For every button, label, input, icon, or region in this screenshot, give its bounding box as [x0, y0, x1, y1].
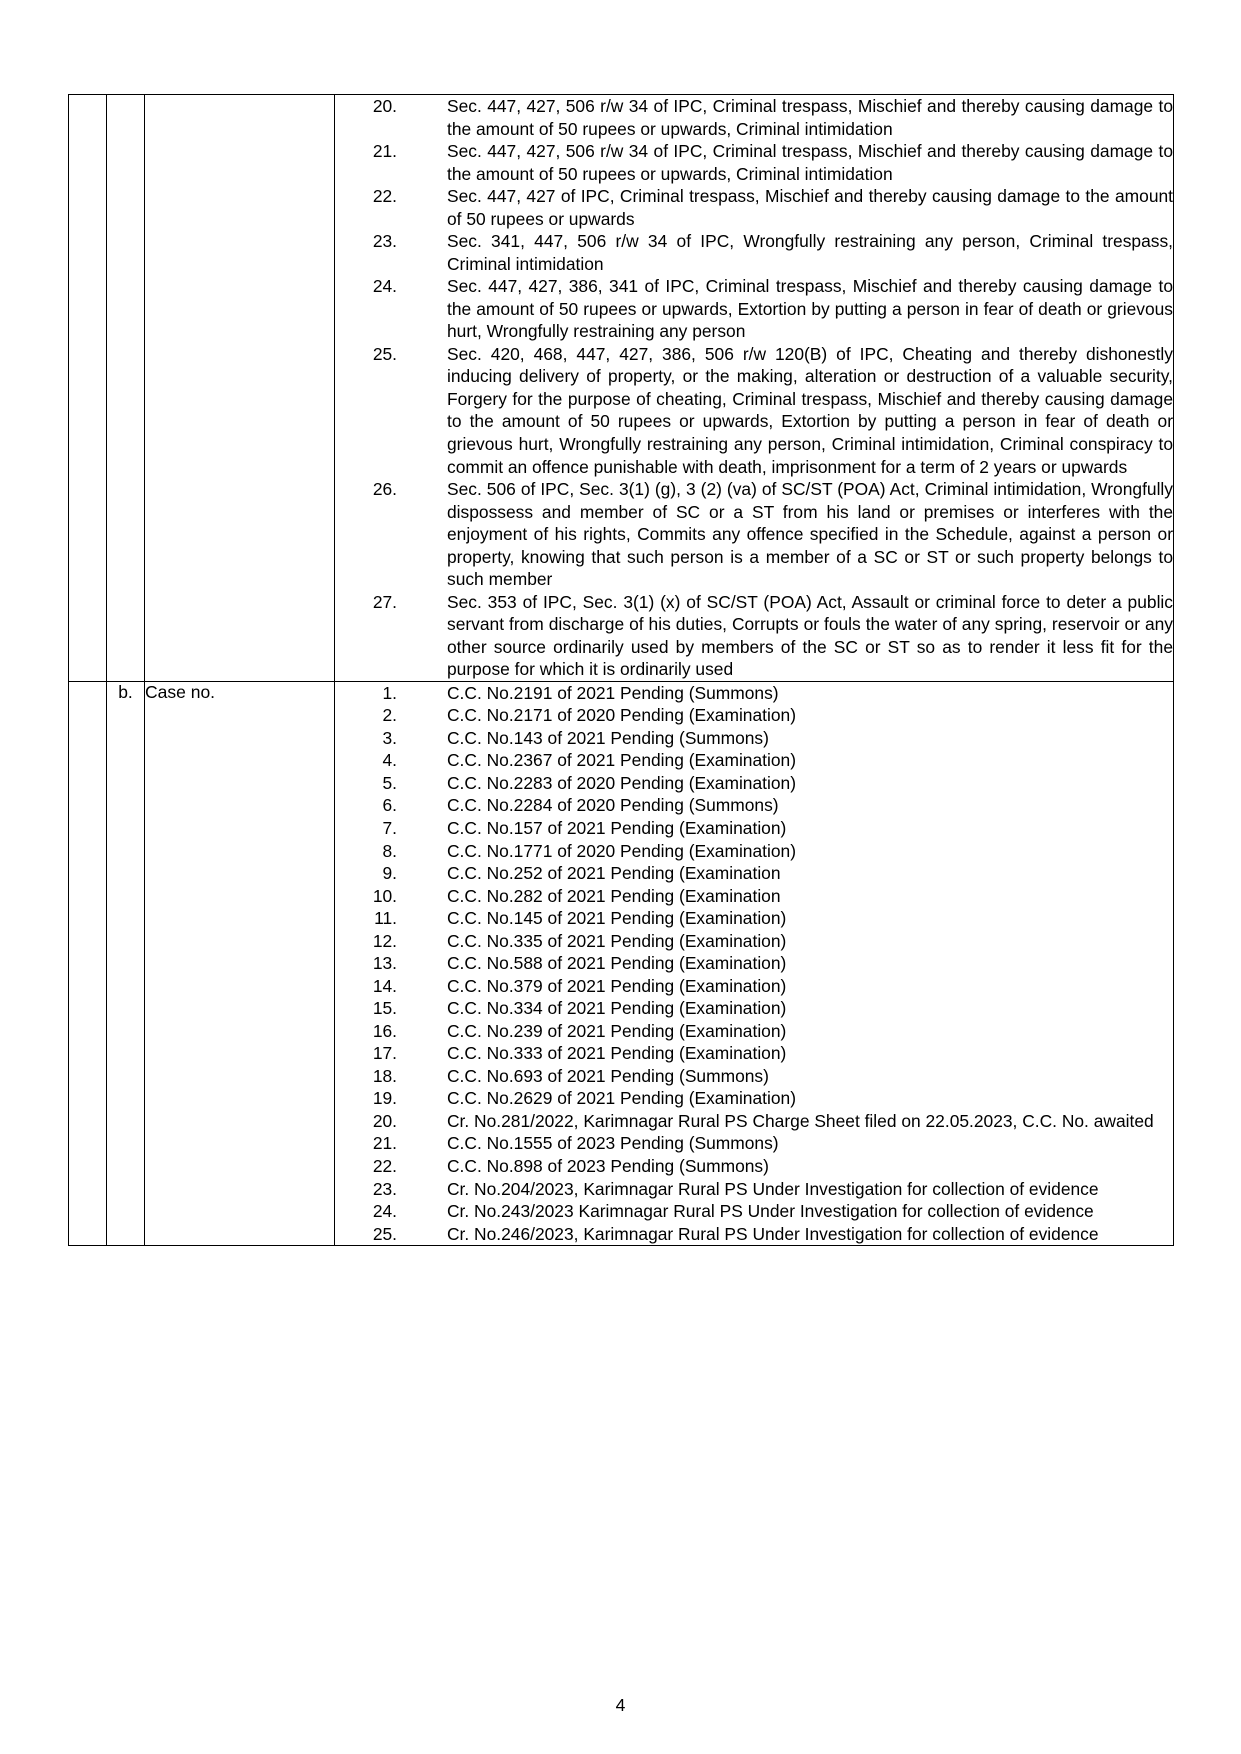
list-item	[335, 952, 1173, 975]
list-item-text: Cr. No.246/2023, Karimnagar Rural PS Under Investigation for collection of evidence	[447, 1223, 1099, 1244]
list-item-number: 12.	[372, 930, 397, 951]
table-row	[69, 95, 1174, 682]
list-item	[335, 1178, 1173, 1201]
offences-and-cases-table	[68, 94, 1174, 1246]
list-item-number: 7.	[382, 818, 397, 838]
list-item-number: 2.	[382, 705, 397, 726]
list-item-number: 5.	[382, 772, 397, 793]
list-item	[335, 1042, 1173, 1065]
row-content-cell	[335, 95, 1174, 682]
list-item	[335, 1020, 1173, 1043]
list-item-text: Sec. 353 of IPC, Sec. 3(1) (x) of SC/ST (POA) Act, Assault or criminal force to deter a public servant from discharge of his duties, Corrupts or fouls the water of any spring, reservoir or any other source ordinarily used by members of the SC or ST so as to render it less fit for the purpose for which it is ordinarily used	[447, 591, 1173, 680]
list-item-number: 16.	[372, 1020, 397, 1041]
list-item-text: C.C. No.157 of 2021 Pending (Examination)	[447, 818, 787, 838]
list-item	[335, 840, 1173, 863]
row-label-cell	[145, 95, 335, 682]
list-item-number: 22.	[372, 1155, 397, 1176]
list-item-text: C.C. No.2171 of 2020 Pending (Examination)	[447, 705, 796, 726]
list-item	[335, 275, 1173, 343]
list-item	[335, 862, 1173, 885]
list-item-number: 21.	[372, 141, 397, 162]
list-item	[335, 185, 1173, 230]
list-item-text: Cr. No.243/2023 Karimnagar Rural PS Under Investigation for collection of evidence	[447, 1201, 1094, 1222]
list-item-text: Cr. No.204/2023, Karimnagar Rural PS Under Investigation for collection of evidence	[447, 1178, 1099, 1199]
row-index-cell	[69, 681, 107, 1245]
list-item-number: 4.	[382, 750, 397, 771]
page-number: 4	[615, 1695, 626, 1715]
list-item-text: C.C. No.1555 of 2023 Pending (Summons)	[447, 1133, 779, 1154]
numbered-list	[335, 95, 1173, 681]
list-item-text: C.C. No.379 of 2021 Pending (Examination)	[447, 975, 787, 996]
list-item	[335, 140, 1173, 185]
list-item-text: C.C. No.335 of 2021 Pending (Examination)	[447, 930, 787, 951]
list-item	[335, 1155, 1173, 1178]
list-item-number: 25.	[372, 343, 397, 364]
list-item-number: 22.	[372, 186, 397, 207]
list-item	[335, 1223, 1173, 1246]
list-item-number: 23.	[372, 1178, 397, 1199]
list-item-text: C.C. No.693 of 2021 Pending (Summons)	[447, 1065, 769, 1086]
list-item	[335, 1132, 1173, 1155]
list-item	[335, 343, 1173, 478]
list-item-text: C.C. No.143 of 2021 Pending (Summons)	[447, 727, 769, 748]
list-item-text: Sec. 447, 427, 386, 341 of IPC, Criminal trespass, Mischief and thereby causing damage to the amount of 50 rupees or upwards, Extortion by putting a person in fear of death or grievous hurt, Wrongfully restraining any person	[447, 276, 1173, 342]
list-item-number: 19.	[372, 1088, 397, 1109]
row-label-cell: Case no.	[145, 681, 335, 1245]
list-item	[335, 478, 1173, 591]
list-item-text: C.C. No.334 of 2021 Pending (Examination)	[447, 998, 787, 1019]
list-item-text: Sec. 447, 427, 506 r/w 34 of IPC, Criminal trespass, Mischief and thereby causing damage to the amount of 50 rupees or upwards, Criminal intimidation	[447, 96, 1173, 139]
list-item-number: 1.	[382, 682, 397, 703]
list-item-text: C.C. No.145 of 2021 Pending (Examination)	[447, 908, 787, 929]
list-item-text: Sec. 506 of IPC, Sec. 3(1) (g), 3 (2) (va) of SC/ST (POA) Act, Criminal intimidation, Wrongfully dispossess and member of SC or a ST from his land or premises or interferes with the enjoyment of his rights, Commits any offence specified in the Schedule, against a person or property, knowing that such person is a member of a SC or ST or such property belongs to such member	[447, 479, 1173, 590]
list-item-number: 14.	[372, 975, 397, 996]
list-item-number: 13.	[372, 953, 397, 974]
list-item-number: 23.	[372, 231, 397, 252]
list-item	[335, 727, 1173, 750]
list-item	[335, 907, 1173, 930]
list-item	[335, 817, 1173, 840]
list-item	[335, 749, 1173, 772]
list-item-text: Cr. No.281/2022, Karimnagar Rural PS Charge Sheet filed on 22.05.2023, C.C. No. awaited	[447, 1110, 1154, 1131]
list-item-text: C.C. No.252 of 2021 Pending (Examination	[447, 863, 781, 884]
list-item-number: 10.	[372, 885, 397, 906]
list-item-number: 26.	[372, 479, 397, 500]
list-item-number: 9.	[382, 863, 397, 884]
list-item-number: 11.	[374, 908, 397, 929]
list-item-text: C.C. No.2629 of 2021 Pending (Examination)	[447, 1088, 796, 1109]
table-body	[69, 95, 1174, 1246]
list-item-number: 18.	[372, 1065, 397, 1086]
list-item-number: 20.	[372, 96, 397, 116]
list-item-text: C.C. No.2191 of 2021 Pending (Summons)	[447, 682, 779, 703]
list-item	[335, 230, 1173, 275]
list-item	[335, 1087, 1173, 1110]
list-item	[335, 794, 1173, 817]
list-item-text: Sec. 447, 427 of IPC, Criminal trespass, Mischief and thereby causing damage to the amount of 50 rupees or upwards	[447, 186, 1173, 229]
list-item-number: 27.	[372, 591, 397, 612]
list-item	[335, 997, 1173, 1020]
row-letter-cell: b.	[107, 681, 145, 1245]
list-item-text: C.C. No.898 of 2023 Pending (Summons)	[447, 1155, 769, 1176]
list-item-number: 17.	[372, 1043, 397, 1064]
list-item-text: C.C. No.282 of 2021 Pending (Examination	[447, 885, 781, 906]
list-item-number: 25.	[372, 1223, 397, 1244]
list-item	[335, 682, 1173, 705]
list-item-number: 21.	[372, 1133, 397, 1154]
row-letter-cell	[107, 95, 145, 682]
row-content-cell	[335, 681, 1174, 1245]
list-item	[335, 772, 1173, 795]
list-item-number: 3.	[382, 727, 397, 748]
list-item	[335, 930, 1173, 953]
list-item-text: C.C. No.2283 of 2020 Pending (Examination)	[447, 772, 796, 793]
list-item-text: C.C. No.2284 of 2020 Pending (Summons)	[447, 795, 779, 816]
list-item-text: C.C. No.239 of 2021 Pending (Examination)	[447, 1020, 787, 1041]
list-item-number: 24.	[372, 1201, 397, 1222]
list-item	[335, 1110, 1173, 1133]
list-item-text: C.C. No.1771 of 2020 Pending (Examination)	[447, 840, 796, 861]
list-item-text: Sec. 447, 427, 506 r/w 34 of IPC, Criminal trespass, Mischief and thereby causing damage to the amount of 50 rupees or upwards, Criminal intimidation	[447, 141, 1173, 184]
numbered-list	[335, 682, 1173, 1245]
list-item	[335, 591, 1173, 681]
list-item	[335, 975, 1173, 998]
list-item-text: C.C. No.333 of 2021 Pending (Examination)	[447, 1043, 787, 1064]
list-item-number: 8.	[382, 840, 397, 861]
list-item-number: 6.	[382, 795, 397, 816]
list-item-number: 24.	[372, 276, 397, 297]
list-item	[335, 885, 1173, 908]
list-item-text: Sec. 341, 447, 506 r/w 34 of IPC, Wrongfully restraining any person, Criminal trespass, Criminal intimidation	[447, 231, 1173, 274]
row-index-cell	[69, 95, 107, 682]
list-item-text: C.C. No.2367 of 2021 Pending (Examination)	[447, 750, 796, 771]
list-item-number: 15.	[372, 998, 397, 1019]
list-item-text: Sec. 420, 468, 447, 427, 386, 506 r/w 120(B) of IPC, Cheating and thereby dishonestly inducing delivery of property, or the making, alteration or destruction of a valuable security, Forgery for the purpose of cheating, Criminal trespass, Mischief and thereby causing damage to the amount of 50 rupees or upwards, Extortion by putting a person in fear of death or grievous hurt, Wrongfully restraining any person, Criminal intimidation, Criminal conspiracy to commit an offence punishable with death, imprisonment for a term of 2 years or upwards	[447, 343, 1173, 477]
list-item	[335, 704, 1173, 727]
list-item-number: 20.	[372, 1110, 397, 1131]
list-item	[335, 95, 1173, 140]
list-item-text: C.C. No.588 of 2021 Pending (Examination)	[447, 953, 787, 974]
list-item	[335, 1065, 1173, 1088]
list-item	[335, 1200, 1173, 1223]
table-row	[69, 681, 1174, 1245]
